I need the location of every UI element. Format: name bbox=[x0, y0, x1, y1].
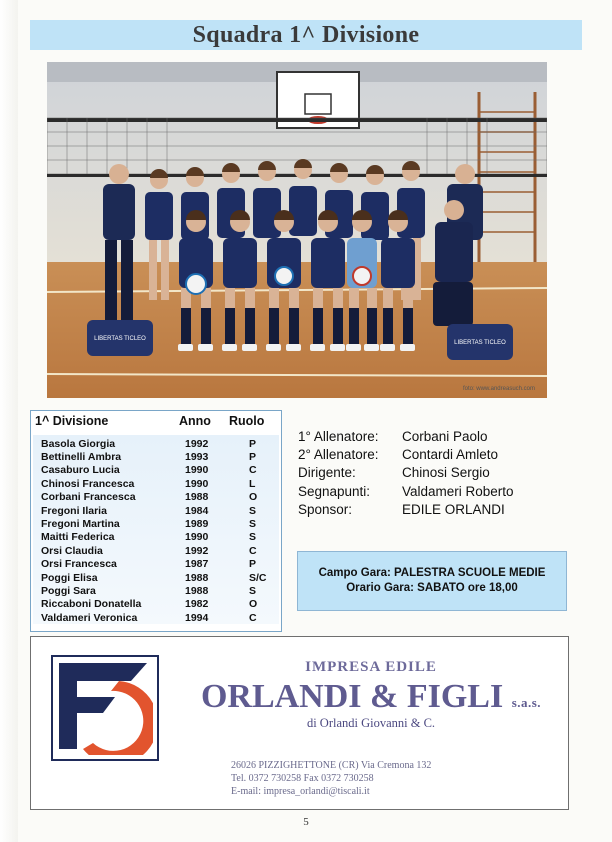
player-name: Bettinelli Ambra bbox=[41, 451, 122, 464]
page-number: 5 bbox=[303, 816, 309, 828]
roster-header-year: Anno bbox=[179, 414, 211, 428]
sponsor-name-main: ORLANDI & FIGLI bbox=[200, 678, 504, 715]
player-role: S bbox=[249, 584, 257, 597]
player-name: Poggi Elisa bbox=[41, 571, 98, 584]
player-role: P bbox=[249, 558, 257, 571]
table-row bbox=[33, 437, 279, 450]
match-info-box bbox=[297, 551, 567, 611]
sponsor-kind: IMPRESA EDILE bbox=[305, 659, 437, 675]
staff-row bbox=[298, 501, 588, 519]
player-name: Poggi Sara bbox=[41, 584, 96, 597]
staff-label: Dirigente: bbox=[298, 465, 356, 481]
sponsor-suffix: s.a.s. bbox=[511, 695, 542, 710]
player-name: Orsi Claudia bbox=[41, 544, 103, 557]
staff-value: Corbani Paolo bbox=[402, 429, 488, 444]
sponsor-email: E-mail: impresa_orlandi@tiscali.it bbox=[231, 786, 370, 797]
player-role: C bbox=[249, 611, 257, 624]
player-year: 1988 bbox=[185, 491, 209, 504]
player-name: Fregoni Ilaria bbox=[41, 504, 107, 517]
table-row bbox=[33, 544, 279, 557]
player-name: Valdameri Veronica bbox=[41, 611, 138, 624]
staff-label: Sponsor: bbox=[298, 501, 353, 517]
player-year: 1990 bbox=[185, 464, 209, 477]
team-photo bbox=[47, 62, 547, 398]
staff-value: Chinosi Sergio bbox=[402, 465, 490, 481]
player-role: O bbox=[249, 491, 258, 504]
player-name: Corbani Francesca bbox=[41, 491, 136, 504]
roster-table bbox=[30, 410, 282, 632]
staff-row bbox=[298, 446, 588, 464]
player-year: 1989 bbox=[185, 518, 209, 531]
player-year: 1988 bbox=[185, 571, 209, 584]
player-role: C bbox=[249, 544, 257, 557]
match-venue: Campo Gara: PALESTRA SCUOLE MEDIE bbox=[318, 567, 546, 579]
player-year: 1988 bbox=[185, 584, 209, 597]
team-photo-illustration bbox=[47, 62, 547, 398]
table-row bbox=[33, 598, 279, 611]
player-role: P bbox=[249, 451, 257, 464]
player-year: 1994 bbox=[185, 611, 209, 624]
player-year: 1990 bbox=[185, 531, 209, 544]
roster-body bbox=[33, 435, 279, 624]
sponsor-text bbox=[181, 659, 561, 731]
table-row bbox=[33, 531, 279, 544]
table-row bbox=[33, 611, 279, 624]
table-row bbox=[33, 477, 279, 490]
player-role: S bbox=[249, 518, 257, 531]
table-row bbox=[33, 464, 279, 477]
player-name: Maitti Federica bbox=[41, 531, 115, 544]
staff-value: EDILE ORLANDI bbox=[402, 501, 505, 517]
player-role: L bbox=[249, 477, 256, 490]
staff-row bbox=[298, 428, 588, 446]
sponsor-logo bbox=[51, 655, 159, 761]
bag-right-text: LIBERTAS TICLEO bbox=[454, 340, 506, 346]
player-name: Basola Giorgia bbox=[41, 437, 116, 450]
sponsor-owner: di Orlandi Giovanni & C. bbox=[306, 716, 436, 730]
player-year: 1982 bbox=[185, 598, 209, 611]
sponsor-address: 26026 PIZZIGHETTONE (CR) Via Cremona 132 bbox=[231, 760, 432, 771]
table-row bbox=[33, 584, 279, 597]
sponsor-name bbox=[181, 678, 561, 716]
player-name: Orsi Francesca bbox=[41, 558, 117, 571]
player-role: S/C bbox=[249, 571, 267, 584]
roster-header-division: 1^ Divisione bbox=[35, 414, 109, 428]
table-row bbox=[33, 491, 279, 504]
player-role: C bbox=[249, 464, 257, 477]
sponsor-contacts bbox=[231, 759, 551, 798]
table-row bbox=[33, 558, 279, 571]
staff-list bbox=[298, 428, 588, 519]
staff-label: 1° Allenatore: bbox=[298, 429, 379, 444]
staff-value: Valdameri Roberto bbox=[402, 483, 514, 499]
player-name: Chinosi Francesca bbox=[41, 477, 135, 490]
staff-label: Segnapunti: bbox=[298, 483, 371, 499]
page-edge bbox=[0, 0, 18, 842]
player-year: 1993 bbox=[185, 451, 209, 464]
page-title: Squadra 1^ Divisione bbox=[192, 21, 420, 48]
photo-credit: foto: www.andreasuch.com bbox=[462, 386, 535, 392]
sponsor-phone: Tel. 0372 730258 Fax 0372 730258 bbox=[231, 773, 374, 784]
table-row bbox=[33, 504, 279, 517]
bag-left-text: LIBERTAS TICLEO bbox=[94, 336, 146, 342]
sponsor-advert bbox=[30, 636, 569, 810]
player-name: Casaburo Lucia bbox=[41, 464, 120, 477]
of-logo-icon bbox=[53, 657, 153, 755]
player-year: 1990 bbox=[185, 477, 209, 490]
title-banner bbox=[30, 20, 582, 50]
staff-label: 2° Allenatore: bbox=[298, 447, 379, 463]
player-name: Riccaboni Donatella bbox=[41, 598, 142, 611]
roster-header-row bbox=[31, 411, 281, 431]
staff-row bbox=[298, 483, 588, 501]
roster-header-role: Ruolo bbox=[229, 414, 265, 428]
player-year: 1992 bbox=[185, 544, 209, 557]
table-row bbox=[33, 450, 279, 463]
player-role: O bbox=[249, 598, 258, 611]
player-role: P bbox=[249, 437, 257, 450]
player-year: 1984 bbox=[185, 504, 209, 517]
table-row bbox=[33, 571, 279, 584]
table-row bbox=[33, 517, 279, 530]
player-year: 1992 bbox=[185, 437, 209, 450]
staff-row bbox=[298, 464, 588, 482]
player-year: 1987 bbox=[185, 558, 209, 571]
player-role: S bbox=[249, 531, 257, 544]
player-name: Fregoni Martina bbox=[41, 518, 120, 531]
staff-value: Contardi Amleto bbox=[402, 447, 499, 463]
player-role: S bbox=[249, 504, 257, 517]
match-time: Orario Gara: SABATO ore 18,00 bbox=[346, 582, 518, 594]
